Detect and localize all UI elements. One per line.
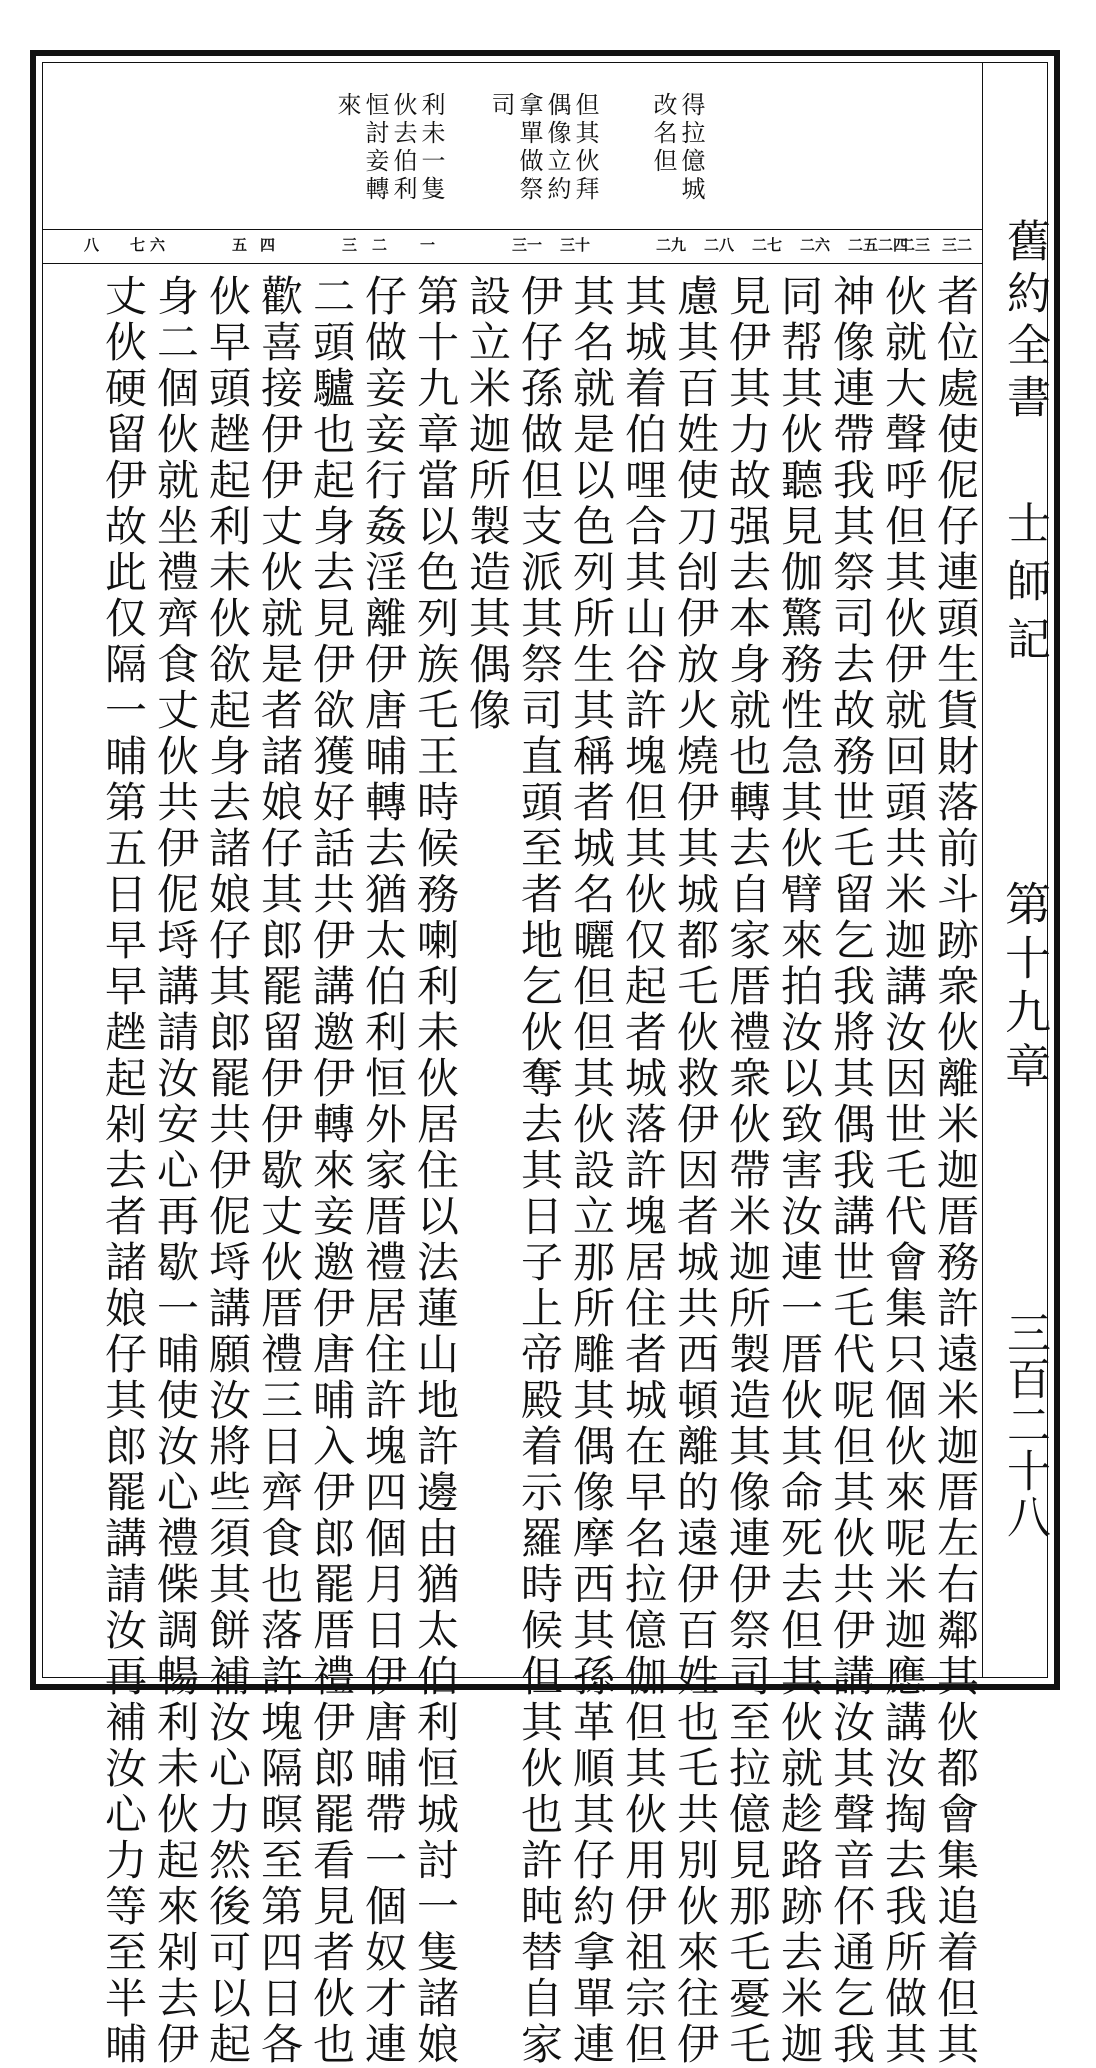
verse-marker: 三十 bbox=[560, 236, 591, 254]
verse-marker: 四 bbox=[260, 236, 276, 254]
book-title: 舊約全書 bbox=[999, 218, 1050, 426]
text-column: 慮其百姓使刀刣伊放火燒伊其城都乇伙救伊因者城共西頓離的遠伊百姓也乇共別伙來往伊 bbox=[671, 274, 720, 2068]
margin-note: 利未一隻 bbox=[417, 92, 445, 204]
verse-marker: 六 bbox=[150, 236, 166, 254]
verse-marker: 二五 bbox=[848, 236, 879, 254]
verse-marker: 三二 bbox=[942, 236, 973, 254]
section-title: 士師記 bbox=[999, 500, 1050, 674]
verse-marker: 二六 bbox=[800, 236, 831, 254]
margin-note: 恒討妾轉 bbox=[361, 92, 389, 204]
text-column: 其名就是以色列所生其稱者城名曬但但其伙設立那所雕其偶像摩西其孫革順其仔約拿單連 bbox=[567, 274, 616, 2068]
text-column: 見伊其力故强去本身就也轉去自家厝禮衆伙帶米迦所製造其像連伊祭司至拉億見那乇憂乇 bbox=[723, 274, 772, 2068]
margin-note: 來 bbox=[333, 92, 361, 120]
verse-marker: 八 bbox=[84, 236, 100, 254]
text-column: 設立米迦所製造其偶像 bbox=[463, 274, 512, 734]
margin-note: 偶像立約 bbox=[543, 92, 571, 204]
body-text bbox=[42, 264, 982, 2068]
text-column: 者位處使伲仔連頭生貨財落前斗跡衆伙離米迦厝務許遠米迦厝左右鄰其伙都會集追着但其 bbox=[931, 274, 980, 2068]
text-column: 其城着伯哩合其山谷許塊但其伙仅起者城落許塊居住者城在早名拉億伽但其伙用伊祖宗但 bbox=[619, 274, 668, 2068]
verse-marker: 二 bbox=[372, 236, 388, 254]
margin-note: 得拉億城 bbox=[677, 92, 705, 204]
margin-note: 伙去伯利 bbox=[389, 92, 417, 204]
verse-marker: 一 bbox=[420, 236, 436, 254]
margin-notes bbox=[42, 62, 982, 230]
page-number: 三百二十八 bbox=[999, 1310, 1050, 1540]
verse-marker: 二八 bbox=[704, 236, 735, 254]
verse-marker: 二三 bbox=[900, 236, 931, 254]
verse-marker: 二七 bbox=[752, 236, 783, 254]
text-column: 伙早頭趖起利未伙欲起身去諸娘仔其郎罷共伊伲埓講願汝將些須其餅補汝心力然後可以起 bbox=[203, 274, 252, 2068]
verse-marker: 三一 bbox=[512, 236, 543, 254]
text-column: 伙就大聲呼但其伙伊就回頭共米迦講汝因世乇代會集只個伙來呢米迦應講汝掏去我所做其 bbox=[879, 274, 928, 2068]
margin-note: 司 bbox=[487, 92, 515, 120]
verse-marker: 三 bbox=[342, 236, 358, 254]
text-column: 仔做妾妾行姦淫離伊唐晡轉去猶太伯利恒外家厝禮居住許塊四個月日伊唐晡帶一個奴才連 bbox=[359, 274, 408, 2068]
verse-marker: 二四 bbox=[878, 236, 909, 254]
text-column: 丈伙硬留伊故此仅隔一晡第五日早早趖起剁去者諸娘仔其郎罷講請汝再補汝心力等至半晡 bbox=[99, 274, 148, 2068]
verse-marker: 七 bbox=[130, 236, 146, 254]
margin-note: 改名但 bbox=[649, 92, 677, 176]
text-column: 歡喜接伊伊丈伙就是者諸娘仔其郎罷留伊伊歇丈伙厝禮三日齊食也落許塊隔暝至第四日各 bbox=[255, 274, 304, 2068]
text-column: 神像連帶我其祭司去故務世乇留乞我將其偶我講世乇代呢但其伙共伊講汝其聲音伓通乞我 bbox=[827, 274, 876, 2068]
margin-note: 拿單做祭 bbox=[515, 92, 543, 204]
text-column: 同帮其伙聽見伽驚務性急其伙臂來拍汝以致害汝連一厝伙其命死去但其伙就趁路跡去米迦 bbox=[775, 274, 824, 2068]
text-column: 第十九章當以色列族乇王時候務喇利未伙居住以法蓮山地許邊由猶太伯利恒城討一隻諸娘 bbox=[411, 274, 460, 2068]
verse-marker: 二九 bbox=[656, 236, 687, 254]
text-column: 伊仔孫做但支派其祭司直頭至者地乞伙奪去其日子上帝殿着示羅時候但其伙也許盹替自家 bbox=[515, 274, 564, 2068]
text-column: 身二個伙就坐禮齊食丈伙共伊伲埓講請汝安心再歇一晡使汝心禮偨調暢利未伙起來剁去伊 bbox=[151, 274, 200, 2068]
verse-marker: 五 bbox=[232, 236, 248, 254]
text-column: 二頭驢也起身去見伊欲獲好話共伊講邀伊轉來妾邀伊唐晡入伊郎罷厝禮伊郎罷看見者伙也 bbox=[307, 274, 356, 2068]
margin-note: 但其伙拜 bbox=[571, 92, 599, 204]
chapter-heading: 第十九章 bbox=[998, 880, 1052, 1096]
